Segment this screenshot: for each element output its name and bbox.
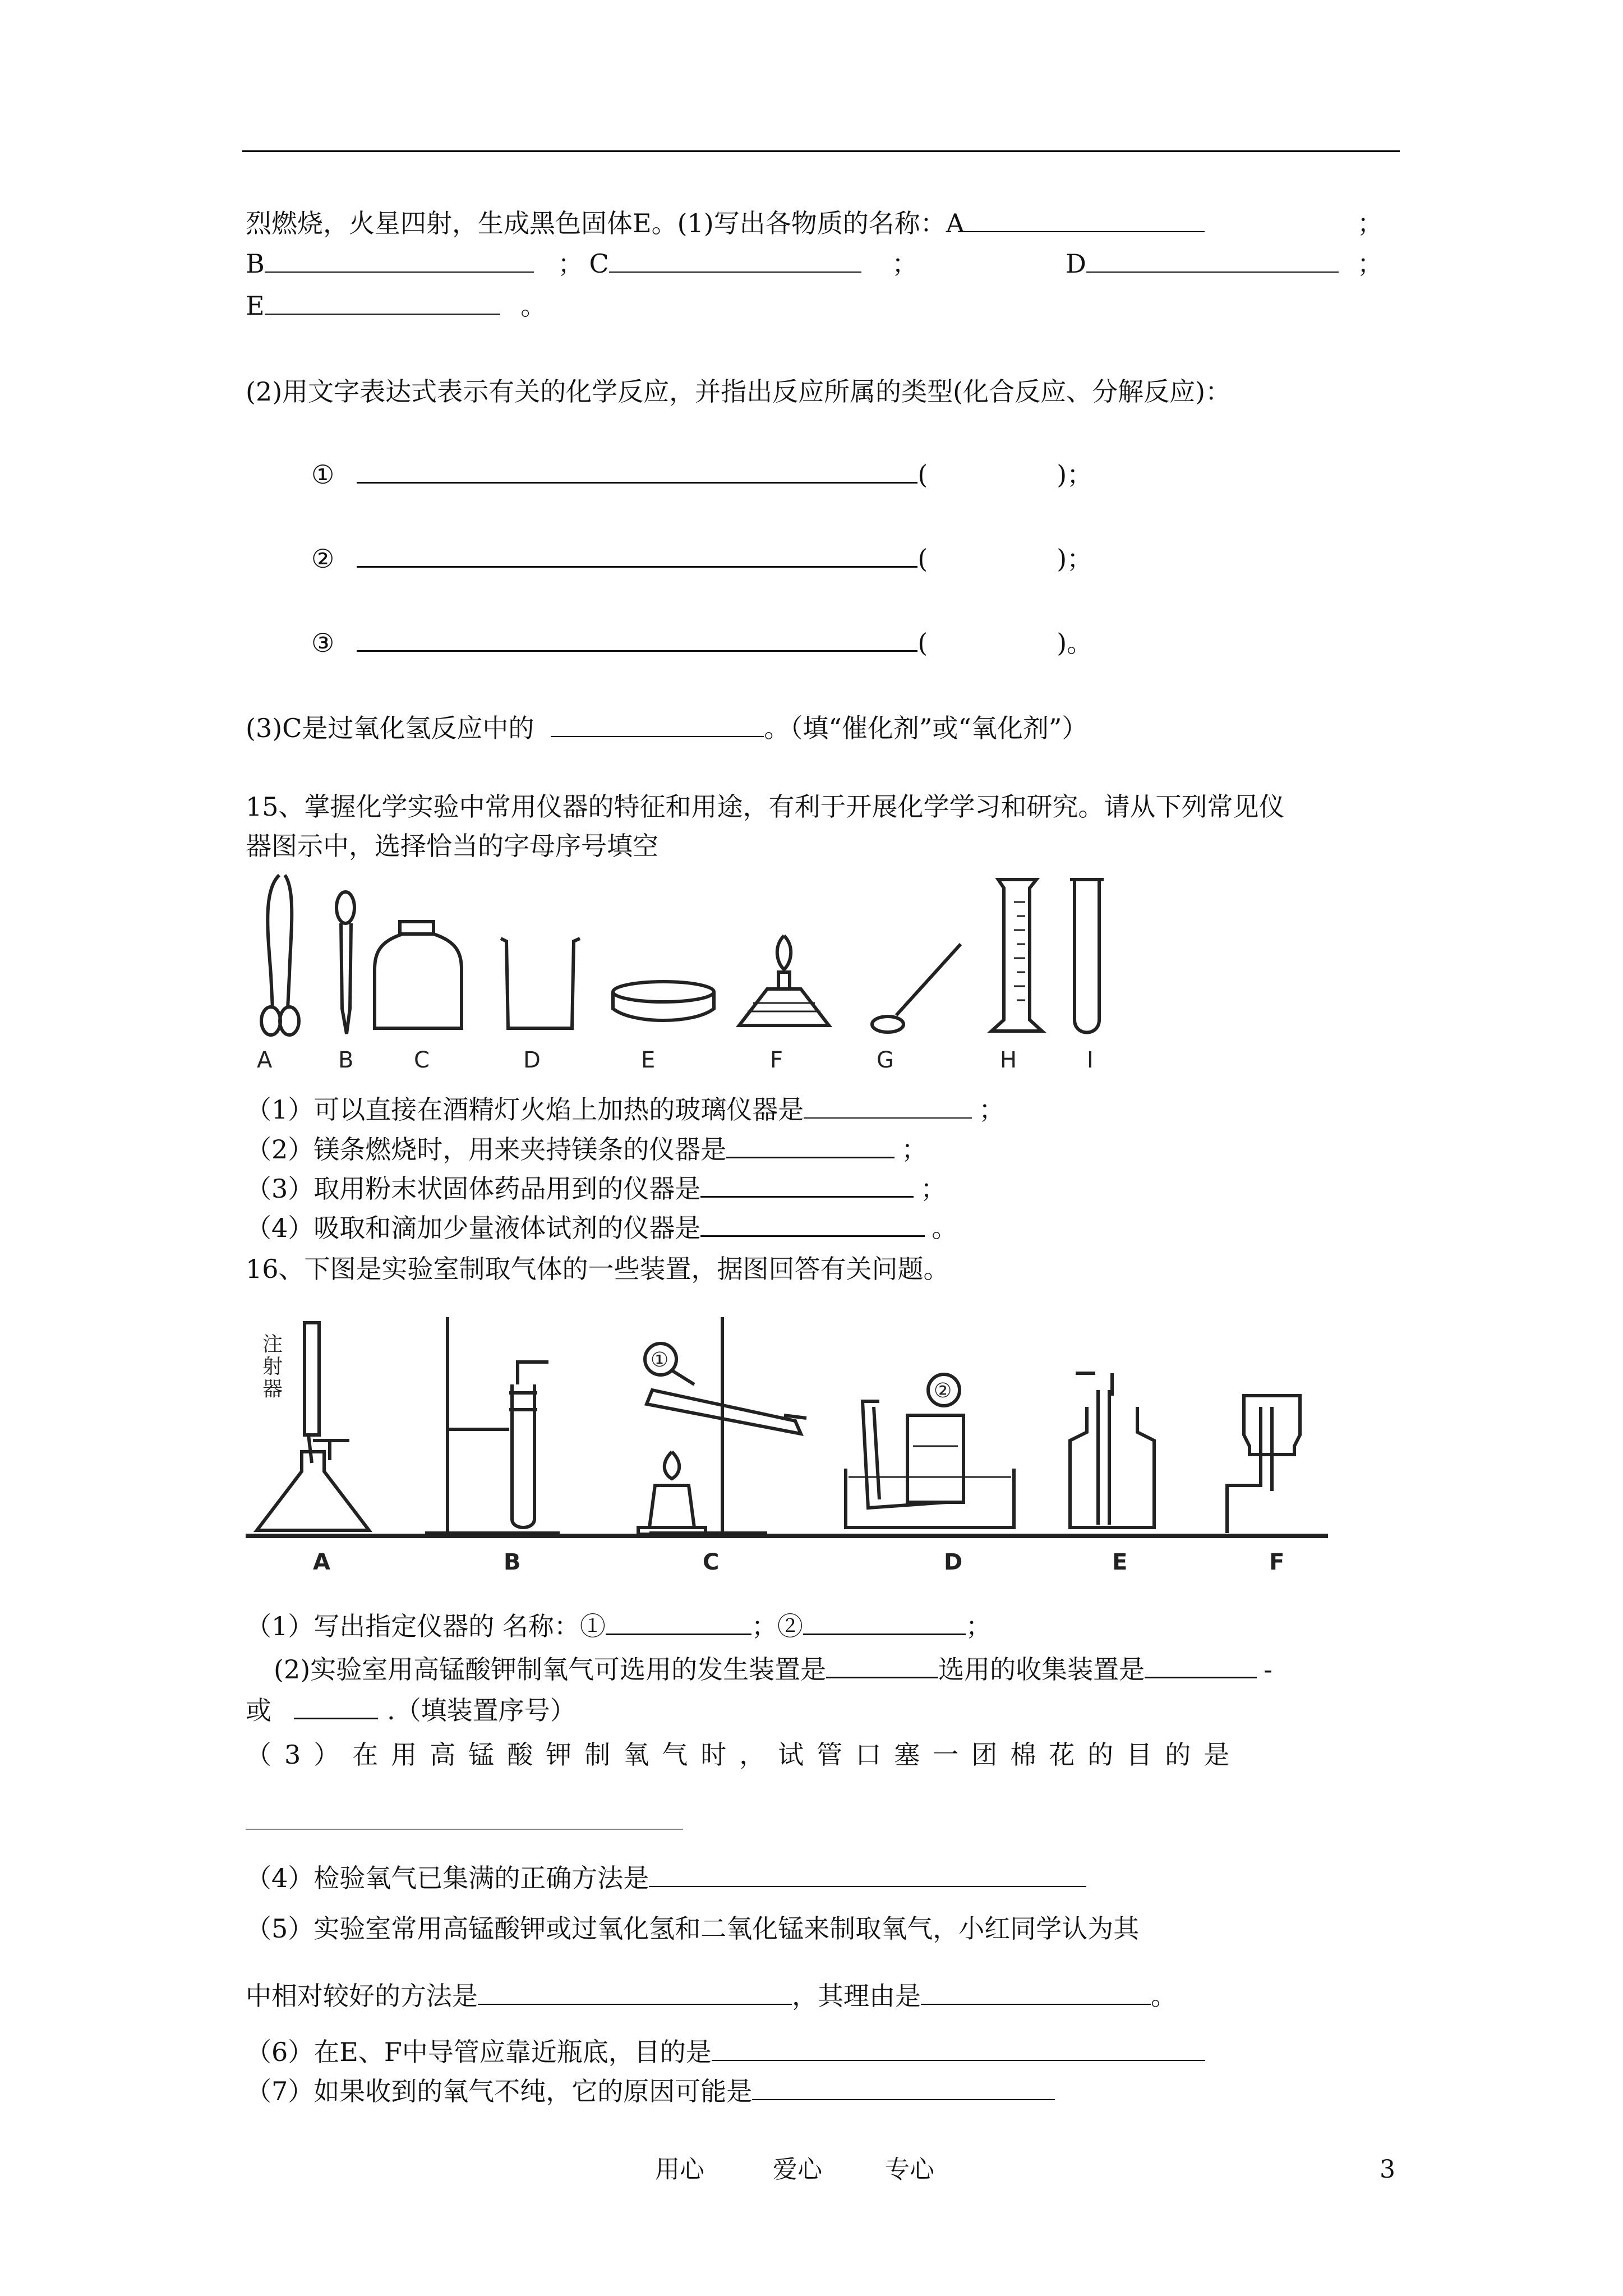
marker-2: ② [934,1379,952,1402]
label-d: D [523,1047,541,1073]
q15-item-1: （1）可以直接在酒精灯火焰上加热的玻璃仪器是 ； [246,1093,1004,1126]
q14-part3: (3)C是过氧化氢反应中的 。（填“催化剂”或“氧化剂”） [246,711,1087,745]
upward-air-bottle [1070,1373,1154,1527]
q14-line1: 烈燃烧，火星四射，生成黑色固体E。(1)写出各物质的名称：A [246,206,1205,240]
label-c: C [703,1549,720,1575]
label-d: D [944,1549,963,1575]
q14-part2: (2)用文字表达式表示有关的化学反应，并指出反应所属的类型(化合反应、分解反应)： [246,376,1232,407]
syringe-label-3: 器 [262,1378,283,1401]
water-trough-collection [846,1374,1014,1527]
apparatus-figure [246,1306,1328,1586]
label-f: F [1269,1549,1285,1575]
q14-line2: B ； C ； [246,247,917,280]
iron-stand-with-tube [425,1317,560,1533]
q16-p2-cont: 或 .（填装置序号） [246,1693,576,1727]
label-g: G [877,1047,894,1073]
instrument-figure [246,868,1126,1082]
header-rule [242,150,1400,152]
q16-p1: （1）写出指定仪器的 名称：① ；② ； [246,1609,992,1643]
label-c: C [414,1047,430,1073]
q15-item-3: （3）取用粉末状固体药品用到的仪器是 ； [246,1171,946,1205]
label-b: B [338,1047,354,1073]
q15-stem2: 器图示中，选择恰当的字母序号填空 [246,831,658,861]
q15-item-2: （2）镁条燃烧时，用来夹持镁条的仪器是 ； [246,1132,927,1166]
q14-d: D [1066,247,1339,280]
marker-1: ① [651,1349,669,1372]
label-h: H [1000,1047,1017,1073]
page-number: 3 [1380,2155,1395,2184]
sep: ； [1357,208,1383,238]
dropper-icon [336,892,354,1034]
q15-item-4: （4）吸取和滴加少量液体试剂的仪器是 。 [246,1211,957,1245]
instrument-letters [257,1047,1094,1073]
label-a: A [313,1549,330,1575]
q14-row-3: ③ ( )。 [311,625,1092,660]
label-b: B [504,1549,521,1575]
q14-line3: E 。 [246,289,546,323]
syringe-label-1: 注 [262,1333,283,1356]
q16-p2: (2)实验室用高锰酸钾制氧气可选用的发生装置是 选用的收集装置是 - [274,1652,1272,1686]
q16-p3-blank [246,1829,683,1830]
beaker-icon [501,938,580,1028]
q14-row-1: ① ( )； [311,457,1092,491]
footer-motto-2: 爱心 [773,2155,822,2184]
footer-motto-3: 专心 [885,2155,934,2184]
spoon-icon [872,944,961,1032]
q16-p6: （6）在E、F中导管应靠近瓶底，目的是 [246,2035,1205,2069]
label-f: F [770,1047,783,1073]
downward-air-bottle [1227,1396,1300,1533]
label-e: E [641,1047,656,1073]
q16-p5-cont: 中相对较好的方法是 ，其理由是 。 [246,1979,1177,2013]
label-i: I [1087,1047,1094,1073]
label-a: A [257,1047,273,1073]
q14-row-2: ② ( )； [311,541,1092,576]
q16-p5: （5）实验室常用高锰酸钾或过氧化氢和二氧化锰来制取氧气，小红同学认为其 [246,1913,1140,1944]
graduated-cylinder-icon [992,880,1042,1031]
sep: ； [1357,249,1383,279]
footer-motto-1: 用心 [655,2155,704,2184]
syringe-label-2: 射 [262,1355,283,1378]
label-e: E [1112,1549,1128,1575]
crucible-tongs-icon [261,875,299,1035]
q16-p4: （4）检验氧气已集满的正确方法是 [246,1861,1086,1895]
evaporating-dish-icon [613,982,714,1020]
test-tube-icon [1070,880,1104,1033]
wide-mouth-bottle-icon [375,922,462,1028]
q15-stem1: 15、掌握化学实验中常用仪器的特征和用途，有利于开展化学学习和研究。请从下列常见仪 [246,792,1285,822]
q16-p7: （7）如果收到的氧气不纯，它的原因可能是 [246,2074,1055,2108]
q16-p3: （3）在用高锰酸钾制氧气时，试管口塞一团棉花的目的是 [246,1740,1243,1770]
q16-stem: 16、下图是实验室制取气体的一些装置，据图回答有关问题。 [246,1254,949,1284]
apparatus-letters [313,1549,1284,1575]
alcohol-lamp-icon [739,936,829,1025]
